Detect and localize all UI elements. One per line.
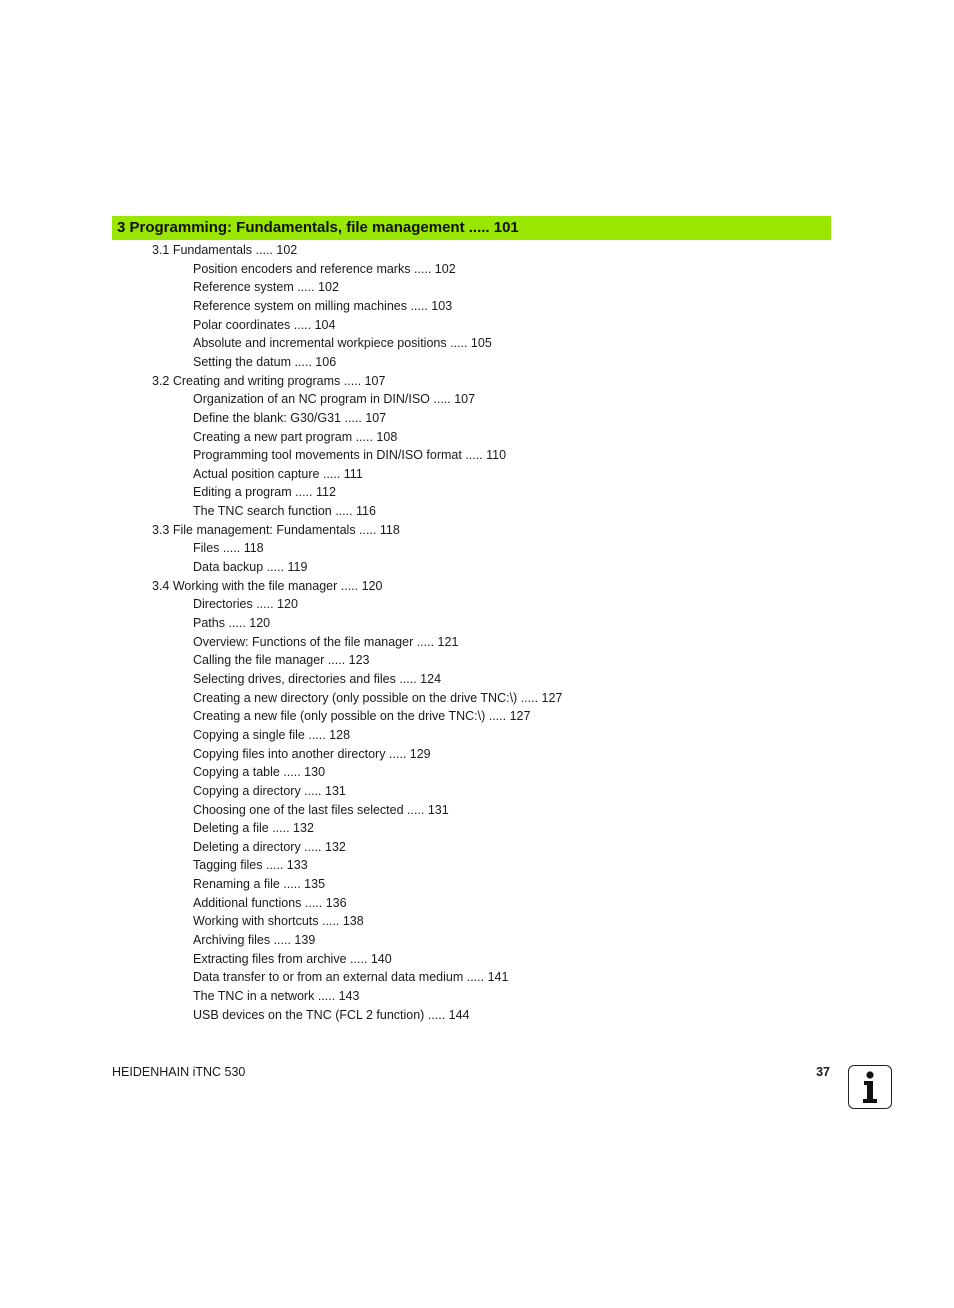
toc-subsection-entry: Creating a new file (only possible on the drive TNC:\) ..... 127 [193,709,531,724]
toc-subsection-entry: Copying files into another directory ..... 129 [193,746,431,761]
toc-subsection-entry: Reference system on milling machines ..... 103 [193,298,453,313]
toc-subsection-entry: Tagging files ..... 133 [193,858,308,873]
toc-subsection-entry: Files ..... 118 [193,541,264,556]
toc-subsection-entry: Deleting a directory ..... 132 [193,839,346,854]
toc-subsection-entry: Polar coordinates ..... 104 [193,317,336,332]
toc-subsection-entry: Editing a program ..... 112 [193,485,336,500]
toc-subsection-entry: Extracting files from archive ..... 140 [193,951,392,966]
toc-subsection-entry: Renaming a file ..... 135 [193,877,326,892]
toc-subsection-entry: Calling the file manager ..... 123 [193,653,370,668]
toc-subsection-entry: USB devices on the TNC (FCL 2 function) ..... 144 [193,1007,470,1022]
toc-subsection-entry: Copying a directory ..... 131 [193,783,346,798]
toc-subsection-entry: Working with shortcuts ..... 138 [193,914,364,929]
page-number: 37 [816,1065,830,1079]
toc-subsection-entry: Paths ..... 120 [193,616,271,630]
info-icon [848,1065,892,1109]
chapter-heading-bar [112,216,831,240]
toc-section-entry: 3.1 Fundamentals ..... 102 [152,243,298,257]
toc-subsection-entry: Copying a table ..... 130 [193,765,326,780]
toc-subsection-entry: Choosing one of the last files selected ..... 131 [193,802,449,817]
toc-subsection-entry: Copying a single file ..... 128 [193,727,351,742]
toc-section-entry: 3.4 Working with the file manager ..... 120 [152,578,383,593]
toc-subsection-entry: Define the blank: G30/G31 ..... 107 [193,410,387,425]
toc-subsection-entry: Archiving files ..... 139 [193,933,316,948]
toc-subsection-entry: Creating a new part program ..... 108 [193,429,398,444]
toc-subsection-entry: Reference system ..... 102 [193,280,339,295]
toc-subsection-entry: Setting the datum ..... 106 [193,354,337,369]
toc-subsection-entry: The TNC search function ..... 116 [193,504,376,519]
toc-subsection-entry: The TNC in a network ..... 143 [193,989,360,1003]
toc-section-entry: 3.2 Creating and writing programs ..... 107 [152,373,386,388]
toc-subsection-entry: Organization of an NC program in DIN/ISO ..... 107 [193,392,476,407]
info-icon-glyph [849,1066,891,1108]
toc-section-entry: 3.3 File management: Fundamentals ..... 118 [152,522,400,537]
toc-subsection-entry: Additional functions ..... 136 [193,895,347,910]
chapter-title: 3 Programming: Fundamentals, file management ..... 101 [117,219,519,236]
toc-subsection-entry: Position encoders and reference marks ..... 102 [193,261,456,276]
toc-subsection-entry: Programming tool movements in DIN/ISO format ..... 110 [193,448,507,463]
toc-subsection-entry: Deleting a file ..... 132 [193,821,314,836]
toc-subsection-entry: Absolute and incremental workpiece positions ..... 105 [193,336,492,351]
toc-subsection-entry: Directories ..... 120 [193,597,298,612]
toc-subsection-entry: Selecting drives, directories and files ..... 124 [193,671,442,686]
footer-product-name: HEIDENHAIN iTNC 530 [112,1065,246,1079]
toc-subsection-entry: Actual position capture ..... 111 [193,466,363,481]
toc-subsection-entry: Data backup ..... 119 [193,560,308,575]
toc-subsection-entry: Overview: Functions of the file manager ..... 121 [193,634,459,649]
toc-subsection-entry: Creating a new directory (only possible on the drive TNC:\) ..... 127 [193,690,563,705]
toc-subsection-entry: Data transfer to or from an external data medium ..... 141 [193,970,509,985]
